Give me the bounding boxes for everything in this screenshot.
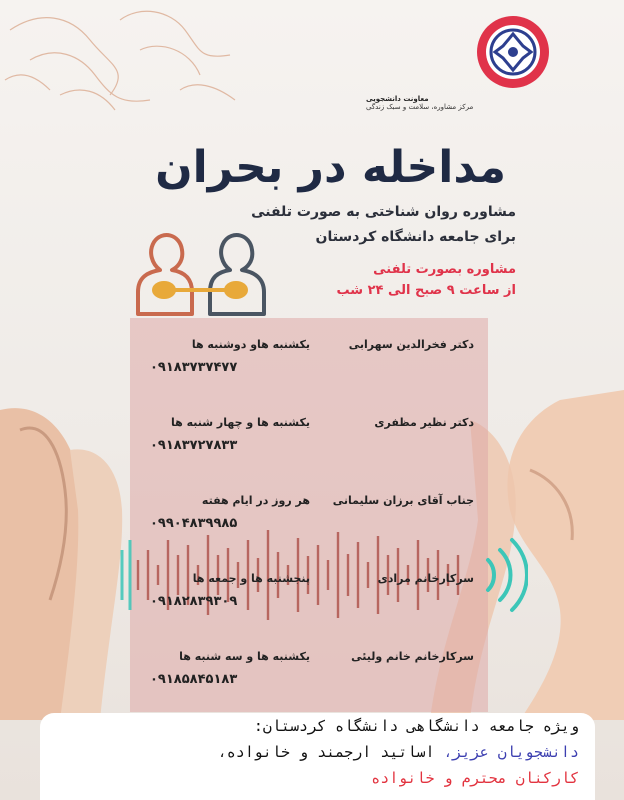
consultant-name: دکتر نظیر مظفری <box>374 416 474 429</box>
phone-number[interactable]: ۰۹۹۰۴۸۳۹۹۸۵ <box>150 516 238 531</box>
contact-row <box>130 564 488 624</box>
subtitle-line-1: مشاوره روان شناختی به صورت تلفنی <box>251 204 516 220</box>
phone-number[interactable]: ۰۹۱۸۵۸۴۵۱۸۳ <box>150 672 238 687</box>
audience-professors: اساتید ارجمند و خانواده، <box>217 743 444 761</box>
contact-row <box>130 486 488 546</box>
contact-row <box>130 408 488 468</box>
consultant-name: سرکارخانم خانم ولیئی <box>351 650 474 663</box>
available-days: یکشنبه هاو دوشنبه ها <box>191 338 310 351</box>
subtitle-line-2: برای جامعه دانشگاه کردستان <box>315 229 516 245</box>
audience-line-3: کارکنان محترم و خانواده <box>371 769 579 787</box>
consultant-name: دکتر فخرالدین سهرابی <box>348 338 474 351</box>
audience-message-box <box>40 713 595 800</box>
phone-consult-line-2: از ساعت ۹ صبح الی ۲۴ شب <box>336 283 516 298</box>
department-line-2: مرکز مشاوره، سلامت و سبک زندگی <box>366 103 474 111</box>
audience-students: دانشجویان عزیز، <box>443 743 579 761</box>
page-title: مداخله در بحران <box>155 142 506 193</box>
available-days: پنجشنبه ها و جمعه ها <box>192 572 310 585</box>
available-days: هر روز در ایام هفته <box>201 494 310 507</box>
phone-number[interactable]: ۰۹۱۸۳۷۳۷۴۷۷ <box>150 360 238 375</box>
audience-line-2 <box>49 743 579 761</box>
consultant-name: جناب آقای برزان سلیمانی <box>332 494 474 507</box>
university-logo <box>475 14 551 90</box>
hand-lineart-decoration <box>0 0 260 120</box>
consultant-name: سرکارخانم مرادی <box>377 572 474 585</box>
department-text <box>366 95 566 111</box>
available-days: یکشنبه ها و چهار شنبه ها <box>171 416 310 429</box>
phone-number[interactable]: ۰۹۱۸۲۸۳۹۳۰۹ <box>150 594 238 609</box>
two-people-icon <box>118 222 278 318</box>
department-line-1: معاونت دانشجویی <box>366 95 429 103</box>
contact-row <box>130 642 488 702</box>
audience-line-1: ویژه جامعه دانشگاهی دانشگاه کردستان: <box>253 717 579 735</box>
phone-number[interactable]: ۰۹۱۸۳۷۲۷۸۳۳ <box>150 438 238 453</box>
contact-row <box>130 330 488 390</box>
available-days: یکشنبه ها و سه شنبه ها <box>179 650 310 663</box>
phone-consult-line-1: مشاوره بصورت تلفنی <box>373 262 516 277</box>
